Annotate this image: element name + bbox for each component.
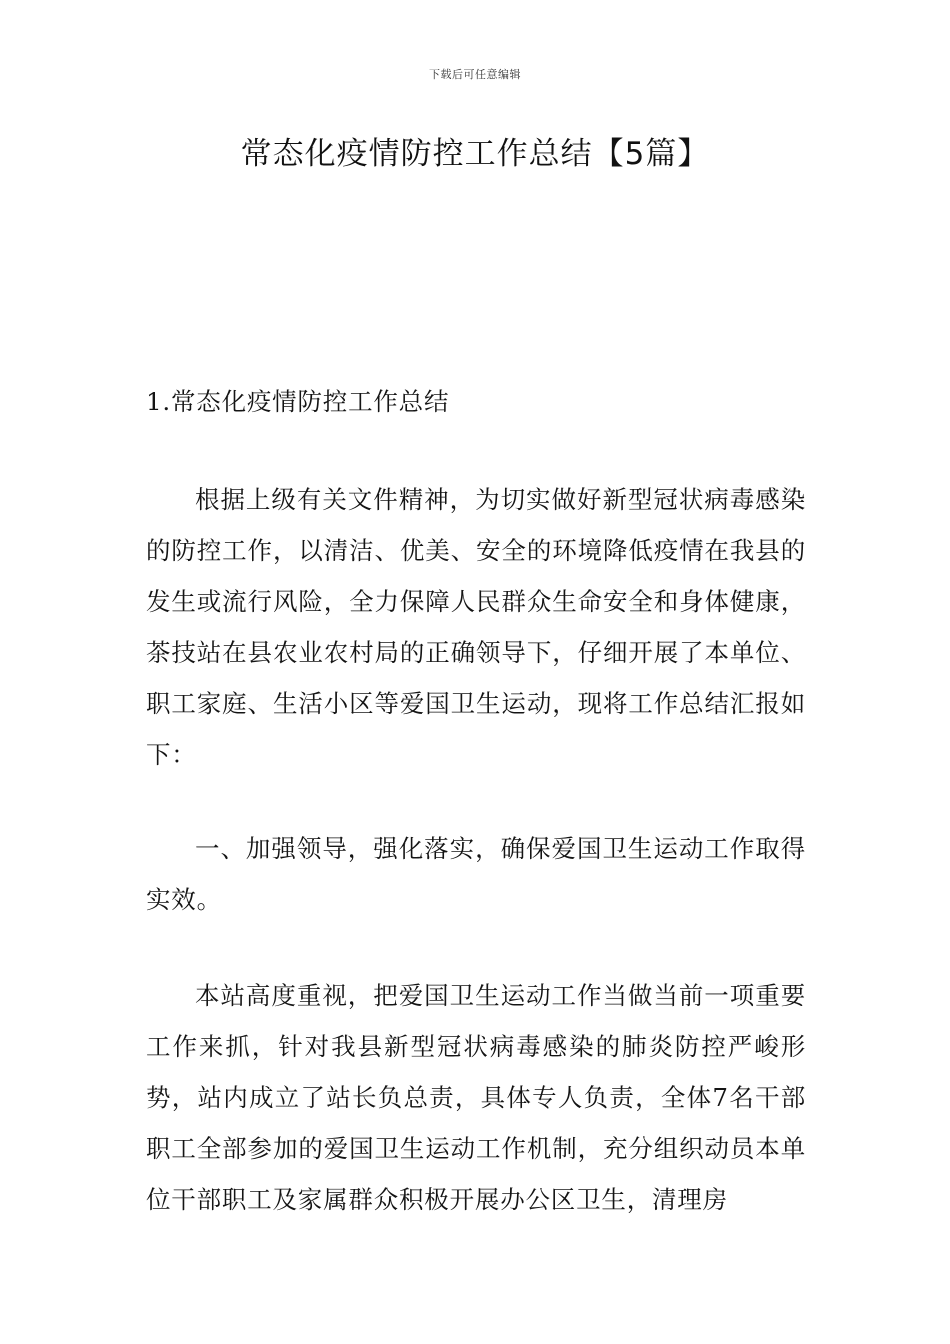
- document-title: 常态化疫情防控工作总结【5篇】: [240, 136, 710, 172]
- section-heading: 1.常态化疫情防控工作总结: [146, 387, 450, 416]
- paragraph-point-one: 一、加强领导，强化落实，确保爱国卫生运动工作取得实效。: [146, 834, 806, 914]
- paragraph-details: 本站高度重视，把爱国卫生运动工作当做当前一项重要工作来抓，针对我县新型冠状病毒感染的肺炎防控严峻形势，站内成立了站长负总责，具体专人负责，全体7名干部职工全部参加的爱国卫生运动工作机制，充分组织动员本单位干部职工及家属群众积极开展办公区卫生，清理房: [146, 981, 806, 1214]
- header-note: 下载后可任意编辑: [429, 68, 521, 81]
- paragraph-intro: 根据上级有关文件精神，为切实做好新型冠状病毒感染的防控工作，以清洁、优美、安全的环境降低疫情在我县的发生或流行风险，全力保障人民群众生命安全和身体健康，茶技站在县农业农村局的正确领导下，仔细开展了本单位、职工家庭、生活小区等爱国卫生运动，现将工作总结汇报如下：: [146, 485, 806, 769]
